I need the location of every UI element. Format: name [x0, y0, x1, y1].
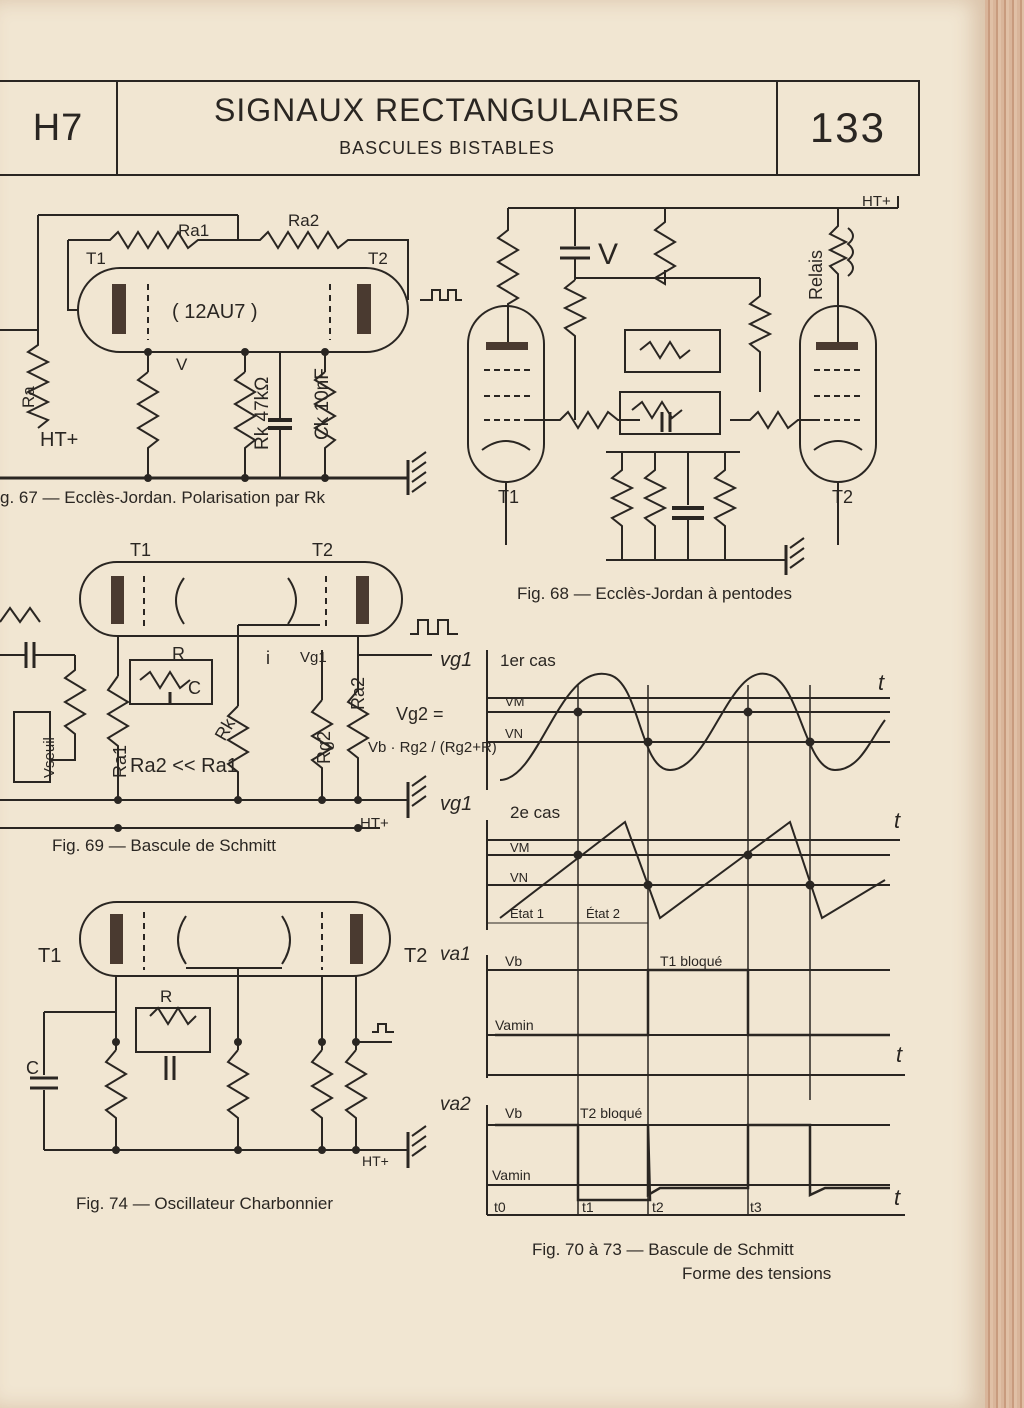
fig69-label-vg1: Vg1 — [300, 649, 327, 666]
fig67-label-t1: T1 — [86, 249, 106, 268]
fig72-label-vamin: Vamin — [495, 1017, 534, 1033]
fig69-label-ht: HT+ — [360, 815, 389, 832]
page-title: SIGNAUX RECTANGULAIRES — [214, 92, 680, 128]
fig74-label-ht: HT+ — [362, 1153, 389, 1169]
fig70-label-vn-1: VN — [505, 726, 524, 741]
page-subtitle: BASCULES BISTABLES — [339, 138, 555, 158]
fig69-label-i: i — [266, 648, 270, 668]
fig69-label-t1: T1 — [130, 540, 152, 560]
fig72-label-t1-blocked: T1 bloqué — [660, 953, 723, 969]
fig68-label-v: V — [598, 238, 619, 271]
fig68-caption: Fig. 68 — Ecclès-Jordan à pentodes — [517, 584, 792, 603]
fig71-label-vn: VN — [510, 870, 529, 885]
fig70-73-waveforms — [487, 650, 905, 1215]
fig69-label-r: R — [172, 644, 185, 664]
fig67-label-ra1: Ra1 — [178, 221, 210, 240]
fig70-label-vg1-a: vg1 — [440, 649, 473, 671]
fig72-label-t: t — [896, 1042, 903, 1067]
page-number: 133 — [809, 104, 887, 151]
fig67-label-ra2: Ra2 — [288, 211, 320, 230]
fig70-73-caption-line1: Fig. 70 à 73 — Bascule de Schmitt — [532, 1240, 794, 1259]
fig69-formula-lhs: Vg2 = — [396, 704, 444, 724]
fig68-tube-t1 — [468, 306, 544, 482]
fig69-caption: Fig. 69 — Bascule de Schmitt — [52, 836, 276, 855]
fig74-schematic — [30, 902, 426, 1168]
fig68-rc-upper — [625, 330, 720, 372]
fig68-label-relais: Relais — [806, 249, 826, 300]
fig70-73-caption-line2: Forme des tensions — [682, 1264, 832, 1283]
page-edges — [985, 0, 1024, 1408]
fig72-label-va1: va1 — [440, 944, 471, 965]
fig67-label-v: V — [176, 355, 188, 374]
fig70-label-case1: 1er cas — [500, 651, 556, 670]
fig69-label-rg2: Rg2 — [314, 730, 334, 764]
fig73-label-t2: t2 — [652, 1199, 664, 1215]
fig73-label-vamin: Vamin — [492, 1167, 531, 1183]
fig73-label-t1: t1 — [582, 1199, 594, 1215]
fig74-label-t1: T1 — [38, 945, 62, 967]
fig69-label-t2: T2 — [312, 540, 334, 560]
fig71-label-vg1: vg1 — [440, 793, 473, 815]
fig74-label-t2: T2 — [404, 945, 428, 967]
fig74-caption: Fig. 74 — Oscillateur Charbonnier — [76, 1194, 334, 1213]
fig67-anode-right — [357, 284, 371, 334]
fig73-label-t2-blocked: T2 bloqué — [580, 1105, 643, 1121]
fig72-label-vb: Vb — [505, 953, 523, 969]
fig68-label-ht: HT+ — [862, 193, 891, 210]
fig74-label-r: R — [160, 987, 173, 1006]
fig71-label-vm: VM — [510, 840, 530, 855]
fig71-label-etat2: État 2 — [586, 906, 620, 921]
fig67-label-tube: ( 12AU7 ) — [172, 301, 258, 323]
fig69-schematic — [0, 562, 458, 831]
fig69-label-ra2cmp: Ra2 << Ra1 — [130, 755, 238, 777]
fig71-label-case2: 2e cas — [510, 803, 561, 822]
fig69-label-rk: Rk — [210, 714, 240, 744]
fig67-label-rk: Rk 47kΩ — [252, 376, 273, 450]
fig73-label-t0: t0 — [494, 1199, 506, 1215]
fig67-label-ht: HT+ — [40, 429, 79, 451]
section-code: H7 — [32, 106, 84, 149]
fig68-label-t2: T2 — [832, 487, 854, 507]
fig71-label-t: t — [894, 808, 901, 833]
fig67-label-ra: Ra — [19, 386, 38, 408]
fig74-tube-envelope — [80, 902, 390, 976]
fig73-label-t3: t3 — [750, 1199, 762, 1215]
fig69-label-c: C — [188, 678, 201, 698]
fig67-label-t2: T2 — [368, 249, 388, 268]
fig70-label-t-1: t — [878, 670, 885, 695]
fig67-caption: g. 67 — Ecclès-Jordan. Polarisation par Rk — [0, 488, 326, 507]
fig71-label-etat1: État 1 — [510, 906, 544, 921]
fig69-label-ra2: Ra2 — [348, 676, 368, 710]
fig73-label-t: t — [894, 1185, 901, 1210]
fig73-label-vb: Vb — [505, 1105, 523, 1121]
fig70-label-vm-1: VM — [505, 694, 525, 709]
fig68-schematic — [468, 196, 898, 575]
fig67-schematic — [0, 215, 462, 495]
fig69-label-ra1: Ra1 — [110, 744, 130, 778]
fig69-label-vseuil: Vseuil — [41, 737, 58, 778]
fig74-label-c: C — [26, 1058, 39, 1078]
fig68-label-t1: T1 — [498, 487, 520, 507]
fig67-label-ck: Ck 10nF — [312, 368, 333, 440]
fig69-formula-rhs: Vb · Rg2 / (Rg2+R) — [368, 739, 497, 756]
fig73-label-va2: va2 — [440, 1094, 471, 1115]
fig67-anode-left — [112, 284, 126, 334]
